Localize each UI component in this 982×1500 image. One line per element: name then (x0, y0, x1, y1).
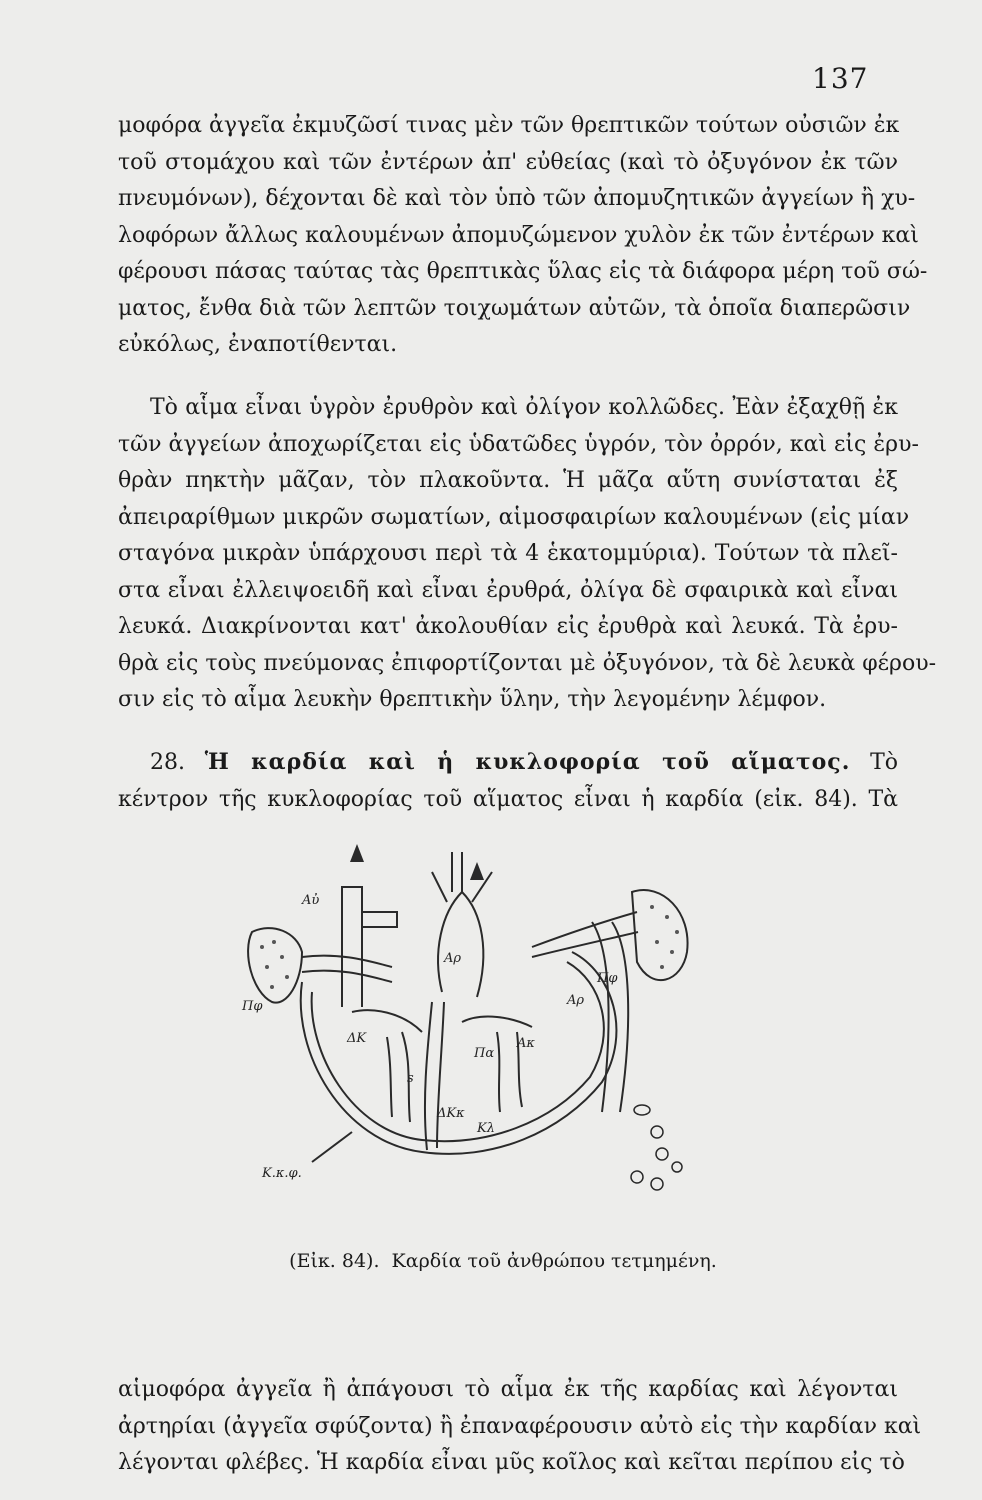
figure-label-ps: Πφ (242, 999, 263, 1014)
section-title: Ἡ καρδία καὶ ἡ κυκλοφορία τοῦ αἵματος. (204, 749, 851, 775)
figure-label-kl: Κλ (477, 1121, 495, 1136)
figure-label-aorta: Αὐ (302, 893, 320, 908)
section-heading-line (118, 744, 898, 782)
figure-caption (12, 1250, 982, 1272)
text-line: σταγόνα μικρὰν ὑπάρχουσι περὶ τὰ 4 ἑκατομμύρια). Τούτων τὰ πλεῖ- (118, 541, 898, 566)
text-line: ἀπειραρίθμων μικρῶν σωματίων, αἱμοσφαιρίων καλουμένων (εἰς μίαν (118, 504, 910, 530)
text-line: λευκά. Διακρίνονται κατ' ἀκολουθίαν εἰς ἐρυθρὰ καὶ λευκά. Τὰ ἐρυ- (118, 614, 898, 639)
figure-label-dkk: ΔΚκ (437, 1106, 465, 1121)
text-line: εὐκόλως, ἐναποτίθενται. (118, 332, 398, 357)
text-line: φέρουσι πάσας ταύτας τὰς θρεπτικὰς ὕλας εἰς τὰ διάφορα μέρη τοῦ σώ- (118, 259, 928, 284)
text-line: σιν εἰς τὸ αἷμα λευκὴν θρεπτικὴν ὕλην, τὴν λεγομένην λέμφον. (118, 687, 827, 712)
text-line: αἱμοφόρα ἀγγεῖα ἢ ἀπάγουσι τὸ αἷμα ἐκ τῆς καρδίας καὶ λέγονται (118, 1377, 898, 1402)
paragraph-2 (118, 390, 936, 719)
text-line: τοῦ στομάχου καὶ τῶν ἐντέρων ἀπ' εὐθείας (καὶ τὸ ὀξυγόνον ἐκ τῶν (118, 149, 898, 175)
heart-illustration (232, 832, 712, 1220)
section-number: 28. (150, 750, 185, 775)
caption-text: Καρδία τοῦ ἀνθρώπου τετμημένη. (391, 1250, 717, 1272)
figure-label-ap: Αρ (567, 993, 585, 1008)
text-line: τῶν ἀγγείων ἀποχωρίζεται εἰς ὑδατῶδες ὑγρόν, τὸν ὀρρόν, καὶ εἰς ἐρυ- (118, 431, 919, 457)
text-line: κέντρον τῆς κυκλοφορίας τοῦ αἵματος εἶναι ἡ καρδία (εἰκ. 84). Τὰ (118, 786, 898, 812)
heart-diagram-svg (232, 832, 712, 1220)
text-line: στα εἶναι ἐλλειψοειδῆ καὶ εἶναι ἐρυθρά, ὀλίγα δὲ σφαιρικὰ καὶ εἶναι (118, 577, 898, 603)
text-line: λοφόρων ἄλλως καλουμένων ἀπομυζώμενον χυλὸν ἐκ τῶν ἐντέρων καὶ (118, 222, 919, 248)
figure-label-pf: Πφ (597, 971, 618, 986)
text-line: θρὰ εἰς τοὺς πνεύμονας ἐπιφορτίζονται μὲ ὀξυγόνον, τὰ δὲ λευκὰ φέρου- (118, 650, 936, 676)
paragraph-3 (118, 1372, 922, 1482)
text-line: θρὰν πηκτὴν μᾶζαν, τὸν πλακοῦντα. Ἡ μᾶζα αὕτη συνίσταται ἐξ (118, 468, 898, 493)
text-line: Τὸ αἷμα εἶναι ὑγρὸν ἐρυθρὸν καὶ ὀλίγον κολλῶδες. Ἐὰν ἐξαχθῇ ἐκ (150, 395, 898, 420)
text-line: πνευμόνων), δέχονται δὲ καὶ τὸν ὑπὸ τῶν ἀπομυζητικῶν ἀγγείων ἢ χυ- (118, 186, 916, 211)
text-line: ματος, ἔνθα διὰ τῶν λεπτῶν τοιχωμάτων αὐτῶν, τὰ ὁποῖα διαπερῶσιν (118, 295, 911, 321)
section-28 (118, 744, 898, 818)
figure-label-pa: Πα (474, 1046, 495, 1061)
text-line: λέγονται φλέβες. Ἡ καρδία εἶναι μῦς κοῖλος καὶ κεῖται περίπου εἰς τὸ (118, 1450, 905, 1475)
figure-label-kf: Κ.κ.φ. (262, 1166, 302, 1181)
page-number: 137 (812, 62, 869, 95)
figure-label-s: s (407, 1071, 414, 1086)
section-line-rest: Τὸ (870, 750, 898, 775)
paragraph-1 (118, 108, 928, 364)
figure-label-ak: Ακ (517, 1036, 535, 1051)
figure-label-ar: Αρ (444, 951, 462, 966)
text-line: μοφόρα ἀγγεῖα ἐκμυζῶσί τινας μὲν τῶν θρεπτικῶν τούτων οὐσιῶν ἐκ (118, 113, 900, 138)
caption-label: (Εἰκ. 84). (289, 1250, 380, 1272)
text-line: ἀρτηρίαι (ἀγγεῖα σφύζοντα) ἢ ἐπαναφέρουσιν αὐτὸ εἰς τὴν καρδίαν καὶ (118, 1413, 922, 1439)
figure-label-dk: ΔΚ (347, 1031, 367, 1046)
